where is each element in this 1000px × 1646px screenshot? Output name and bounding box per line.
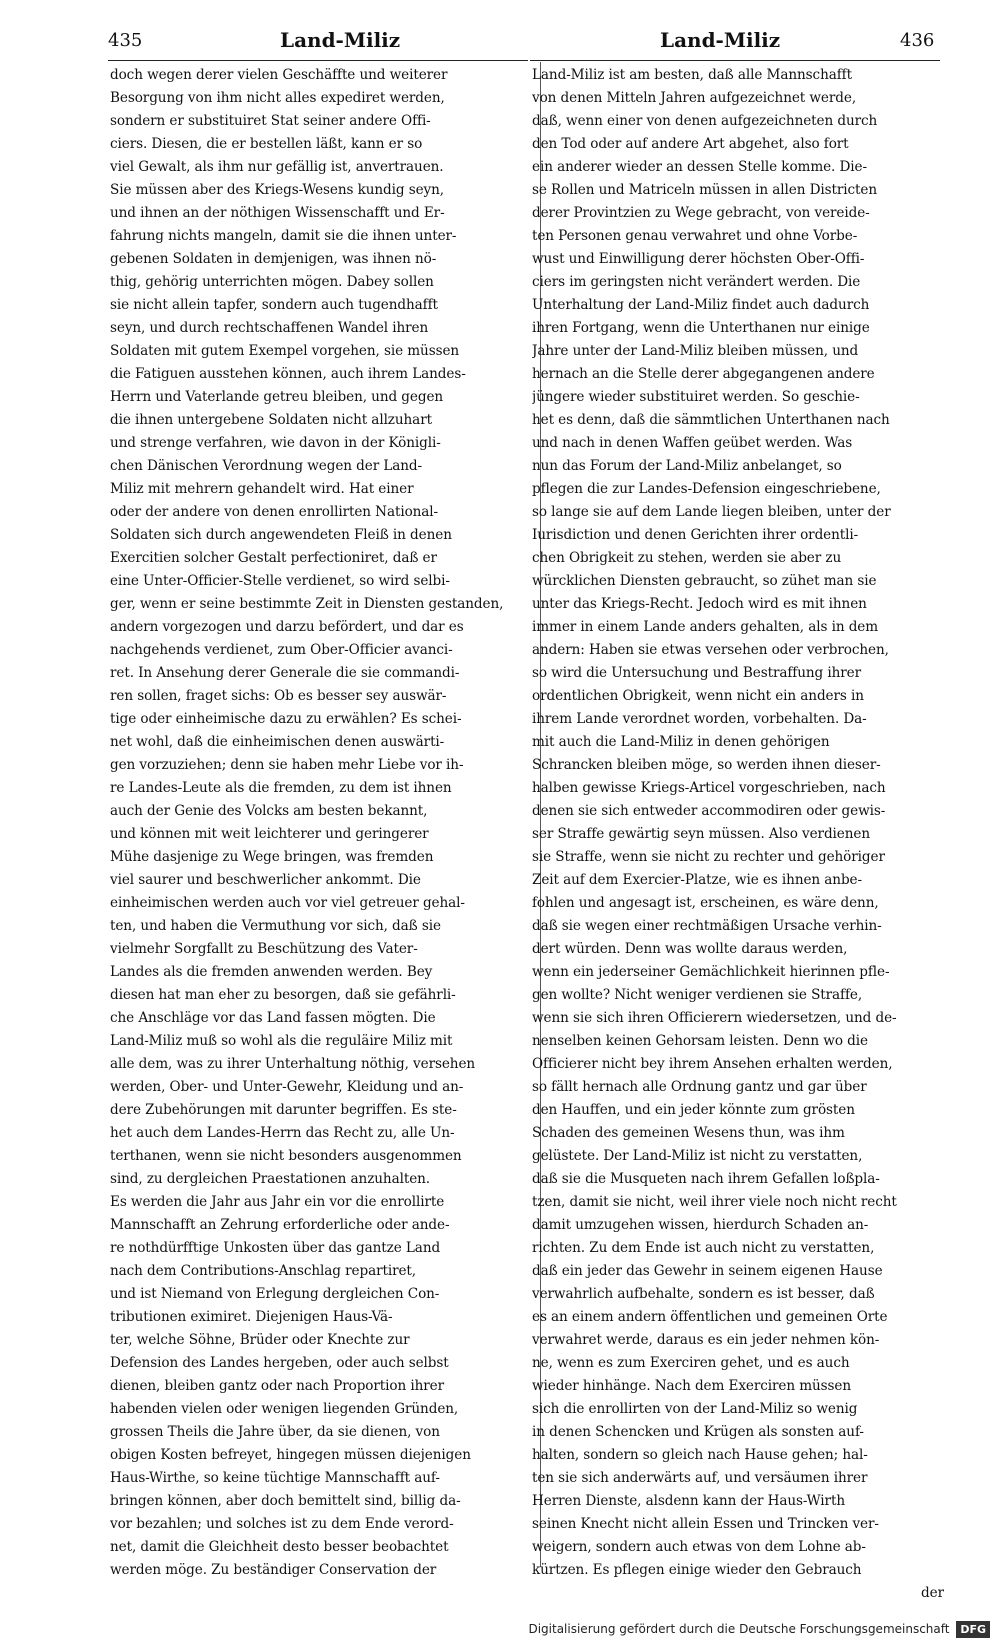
left-text-line: Es werden die Jahr aus Jahr ein vor die enrollirte [110,1194,445,1210]
left-text-line: werden, Ober- und Unter-Gewehr, Kleidung und an- [110,1079,464,1095]
right-text-line: halten, sondern so gleich nach Hause gehen; hal- [532,1447,868,1463]
left-text-line: tige oder einheimische dazu zu erwählen? Es schei- [110,711,462,727]
left-text-line: sondern er substituiret Stat seiner andere Offi- [110,113,431,129]
left-text-line: Mühe dasjenige zu Wege bringen, was fremden [110,849,434,865]
left-text-line: net wohl, daß die einheimischen denen auswärti- [110,734,445,750]
right-text-line: mit auch die Land-Miliz in denen gehörigen [532,734,830,750]
right-text-line: so wird die Untersuchung und Bestraffung ihrer [532,665,861,681]
left-text-line: Landes als die fremden anwenden werden. Bey [110,964,433,980]
right-text-line: kürtzen. Es pflegen einige wieder den Gebrauch [532,1562,862,1578]
right-text-line: chen Obrigkeit zu stehen, werden sie aber zu [532,550,842,566]
right-text-line: seinen Knecht nicht allein Essen und Trincken ver- [532,1516,879,1532]
left-header-rule [108,60,528,61]
left-text-line: und ihnen an der nöthigen Wissenschafft und Er- [110,205,445,221]
left-text-line: sie nicht allein tapfer, sondern auch tugendhafft [110,297,438,313]
right-text-line: ein anderer wieder an dessen Stelle komme. Die- [532,159,867,175]
right-text-line: gen wollte? Nicht weniger verdienen sie Straffe, [532,987,863,1003]
left-text-line: chen Dänischen Verordnung wegen der Land- [110,458,422,474]
right-text-line: sich die enrollirten von der Land-Miliz so wenig [532,1401,858,1417]
right-text-line: ne, wenn es zum Exerciren gehet, und es auch [532,1355,850,1371]
right-text-line: Officierer nicht bey ihrem Ansehen erhalten werden, [532,1056,893,1072]
left-text-line: diesen hat man eher zu besorgen, daß sie gefährli- [110,987,456,1003]
left-text-line: terthanen, wenn sie nicht besonders ausgenommen [110,1148,462,1164]
left-text-line: Mannschafft an Zehrung erforderliche oder ande- [110,1217,450,1233]
right-header-rule [530,60,940,61]
right-text-line: weigern, sondern auch etwas von dem Lohne ab- [532,1539,866,1555]
right-text-line: nun das Forum der Land-Miliz anbelanget, so [532,458,842,474]
right-text-line: pflegen die zur Landes-Defension eingeschriebene, [532,481,881,497]
right-text-line: denen sie sich entweder accommodiren oder gewis- [532,803,886,819]
left-text-line: vor bezahlen; und solches ist zu dem Ende verord- [110,1516,454,1532]
right-text-column [532,64,944,1605]
right-text-line: so lange sie auf dem Lande liegen bleiben, unter der [532,504,891,520]
left-text-line: Miliz mit mehrern gehandelt wird. Hat einer [110,481,414,497]
right-text-line: hernach an die Stelle derer abgegangenen andere [532,366,875,382]
left-text-line: ret. In Ansehung derer Generale die sie commandi- [110,665,460,681]
left-text-line: tributionen eximiret. Diejenigen Haus-Vä- [110,1309,393,1325]
right-text-line: Herren Dienste, alsdenn kann der Haus-Wirth [532,1493,845,1509]
right-text-line: in denen Schencken und Krügen als sonsten auf- [532,1424,864,1440]
right-text-line: ten Personen genau verwahret und ohne Vorbe- [532,228,858,244]
left-text-line: nachgehends verdienet, zum Ober-Officier avanci- [110,642,453,658]
right-text-line: immer in einem Lande anders gehalten, als in dem [532,619,879,635]
right-text-line: ten sie sich anderwärts auf, und versäumen ihrer [532,1470,868,1486]
right-text-line: derer Provintzien zu Wege gebracht, von vereide- [532,205,870,221]
right-text-line: jüngere wieder substituiret werden. So geschie- [532,389,860,405]
left-text-line: thig, gehörig unterrichten mögen. Dabey sollen [110,274,434,290]
left-text-line: bringen können, aber doch bemittelt sind, billig da- [110,1493,461,1509]
left-text-line: net, damit die Gleichheit desto besser beobachtet [110,1539,449,1555]
right-text-line: verwahrlich aufbehalte, sondern es ist besser, daß [532,1286,875,1302]
left-text-line: gebenen Soldaten in demjenigen, was ihnen nö- [110,251,437,267]
left-text-line: Land-Miliz muß so wohl als die reguläire Miliz mit [110,1033,453,1049]
left-text-line: Sie müssen aber des Kriegs-Wesens kundig seyn, [110,182,445,198]
left-text-line: Soldaten sich durch angewendeten Fleiß in denen [110,527,452,543]
left-text-line: die ihnen untergebene Soldaten nicht allzuhart [110,412,432,428]
right-text-line: es an einem andern öffentlichen und gemeinen Orte [532,1309,888,1325]
left-text-line: Soldaten mit gutem Exempel vorgehen, sie müssen [110,343,460,359]
right-text-line: andern: Haben sie etwas versehen oder verbrochen, [532,642,889,658]
left-text-line: gen vorzuziehen; denn sie haben mehr Liebe vor ih- [110,757,464,773]
right-text-line: tzen, damit sie nicht, weil ihrer viele noch nicht recht [532,1194,897,1210]
left-text-line: und können mit weit leichterer und geringerer [110,826,429,842]
left-text-line: ciers. Diesen, die er bestellen läßt, kann er so [110,136,423,152]
left-text-line: oder der andere von denen enrollirten National- [110,504,439,520]
right-text-line: von denen Mitteln Jahren aufgezeichnet werde, [532,90,857,106]
right-text-line: wenn sie sich ihren Officierern wiedersetzen, und de- [532,1010,897,1026]
left-page-number: 435 [108,30,143,51]
right-text-line: Unterhaltung der Land-Miliz findet auch dadurch [532,297,870,313]
right-text-line: Iurisdiction und denen Gerichten ihrer ordentli- [532,527,859,543]
left-text-line: Defension des Landes hergeben, oder auch selbst [110,1355,449,1371]
left-text-line: Exercitien solcher Gestalt perfectioniret, daß er [110,550,437,566]
right-text-line: daß ein jeder das Gewehr in seinem eigenen Hause [532,1263,883,1279]
left-text-line: die Fatiguen ausstehen können, auch ihrem Landes- [110,366,466,382]
right-text-line: Schaden des gemeinen Wesens thun, was ihm [532,1125,845,1141]
left-text-line: Besorgung von ihm nicht alles expediret werden, [110,90,445,106]
right-text-line: den Tod oder auf andere Art abgehet, also fort [532,136,849,152]
left-text-line: Herrn und Vaterlande getreu bleiben, und gegen [110,389,444,405]
left-text-line: viel saurer und beschwerlicher ankommt. Die [110,872,421,888]
left-text-line: grossen Theils die Jahre über, da sie dienen, von [110,1424,440,1440]
footer-text: Digitalisierung gefördert durch die Deutsche Forschungsgemeinschaft [528,1622,950,1636]
right-text-line: daß, wenn einer von denen aufgezeichneten durch [532,113,878,129]
left-text-column [110,64,530,1582]
left-text-line: und strenge verfahren, wie davon in der Königli- [110,435,441,451]
right-text-line: den Hauffen, und ein jeder könnte zum grösten [532,1102,855,1118]
left-text-line: habenden vielen oder wenigen liegenden Gründen, [110,1401,459,1417]
right-text-line: Zeit auf dem Exercier-Platze, wie es ihnen anbe- [532,872,862,888]
right-text-line: wust und Einwilligung derer höchsten Ober-Offi- [532,251,865,267]
left-text-line: che Anschläge vor das Land fassen mögten. Die [110,1010,436,1026]
right-text-line: gelüstete. Der Land-Miliz ist nicht zu verstatten, [532,1148,863,1164]
left-text-line: ger, wenn er seine bestimmte Zeit in Diensten gestanden, [110,596,504,612]
left-text-line: andern vorgezogen und darzu befördert, und dar es [110,619,464,635]
right-text-line: dert würden. Denn was wollte daraus werden, [532,941,848,957]
right-text-line: fohlen und angesagt ist, erscheinen, es wäre denn, [532,895,879,911]
left-text-line: dere Zubehörungen mit darunter begriffen. Es ste- [110,1102,457,1118]
right-text-line: ser Straffe gewärtig seyn müssen. Also verdienen [532,826,870,842]
left-text-line: ter, welche Söhne, Brüder oder Knechte zur [110,1332,410,1348]
left-text-line: obigen Kosten befreyet, hingegen müssen diejenigen [110,1447,471,1463]
left-text-line: Haus-Wirthe, so keine tüchtige Mannschafft auf- [110,1470,440,1486]
right-text-line: se Rollen und Matriceln müssen in allen Districten [532,182,877,198]
left-text-line: re nothdürfftige Unkosten über das gantze Land [110,1240,441,1256]
right-text-line: Jahre unter der Land-Miliz bleiben müssen, und [532,343,859,359]
left-text-line: dienen, bleiben gantz oder nach Proportion ihrer [110,1378,444,1394]
right-page-number: 436 [900,30,935,51]
digitization-footer [528,1621,990,1638]
right-text-line: verwahret werde, daraus es ein jeder nehmen kön- [532,1332,880,1348]
left-text-line: nach dem Contributions-Anschlag repartiret, [110,1263,417,1279]
left-text-line: einheimischen werden auch vor viel getreuer gehal- [110,895,465,911]
right-text-line: würcklichen Diensten gebraucht, so zühet man sie [532,573,877,589]
right-text-line: halben gewisse Kriegs-Articel vorgeschrieben, nach [532,780,886,796]
right-text-line: Schrancken bleiben möge, so werden ihnen dieser- [532,757,881,773]
left-text-line: alle dem, was zu ihrer Unterhaltung nöthig, versehen [110,1056,476,1072]
right-text-line: so fällt hernach alle Ordnung gantz und gar über [532,1079,867,1095]
right-running-head: Land-Miliz [660,28,781,52]
right-text-line: unter das Kriegs-Recht. Jedoch wird es mit ihnen [532,596,867,612]
right-text-line: ciers im geringsten nicht verändert werden. Die [532,274,861,290]
left-text-line: auch der Genie des Volcks am besten bekannt, [110,803,428,819]
right-text-line: sie Straffe, wenn sie nicht zu rechter und gehöriger [532,849,885,865]
left-text-line: doch wegen derer vielen Geschäffte und weiterer [110,67,448,83]
right-text-line: Land-Miliz ist am besten, daß alle Mannschafft [532,67,852,83]
left-text-line: sind, zu dergleichen Praestationen anzuhalten. [110,1171,431,1187]
right-text-line: wieder hinhänge. Nach dem Exerciren müssen [532,1378,852,1394]
right-text-line: daß sie die Musqueten nach ihrem Gefallen loßpla- [532,1171,880,1187]
right-text-line: richten. Zu dem Ende ist auch nicht zu verstatten, [532,1240,875,1256]
right-text-line: nenselben keinen Gehorsam leisten. Denn wo die [532,1033,868,1049]
left-text-line: eine Unter-Officier-Stelle verdienet, so wird selbi- [110,573,450,589]
left-text-line: werden möge. Zu beständiger Conservation der [110,1562,437,1578]
right-text-line: daß sie wegen einer rechtmäßigen Ursache verhin- [532,918,882,934]
left-text-line: het auch dem Landes-Herrn das Recht zu, alle Un- [110,1125,455,1141]
left-text-line: viel Gewalt, als ihm nur gefällig ist, anvertrauen. [110,159,444,175]
right-text-line: wenn ein jederseiner Gemächlichkeit hierinnen pfle- [532,964,890,980]
left-text-line: fahrung nichts mangeln, damit sie die ihnen unter- [110,228,457,244]
left-text-line: re Landes-Leute als die fremden, zu dem ist ihnen [110,780,452,796]
left-running-head: Land-Miliz [280,28,401,52]
left-text-line: seyn, und durch rechtschaffenen Wandel ihren [110,320,429,336]
right-text-line: damit umzugehen wissen, hierdurch Schaden an- [532,1217,869,1233]
left-text-line: und ist Niemand von Erlegung dergleichen Con- [110,1286,440,1302]
right-text-line: der [921,1585,944,1601]
dfg-logo: DFG [956,1621,990,1638]
left-text-line: vielmehr Sorgfallt zu Beschützung des Vater- [110,941,418,957]
right-text-line: het es denn, daß die sämmtlichen Unterthanen nach [532,412,890,428]
left-text-line: ten, und haben die Vermuthung vor sich, daß sie [110,918,441,934]
right-text-line: ordentlichen Obrigkeit, wenn nicht ein anders in [532,688,864,704]
right-text-line: ihrem Lande verordnet worden, vorbehalten. Da- [532,711,867,727]
right-text-line: und nach in denen Waffen geübet werden. Was [532,435,853,451]
left-text-line: ren sollen, fraget sichs: Ob es besser sey auswär- [110,688,447,704]
right-text-line: ihren Fortgang, wenn die Unterthanen nur einige [532,320,870,336]
